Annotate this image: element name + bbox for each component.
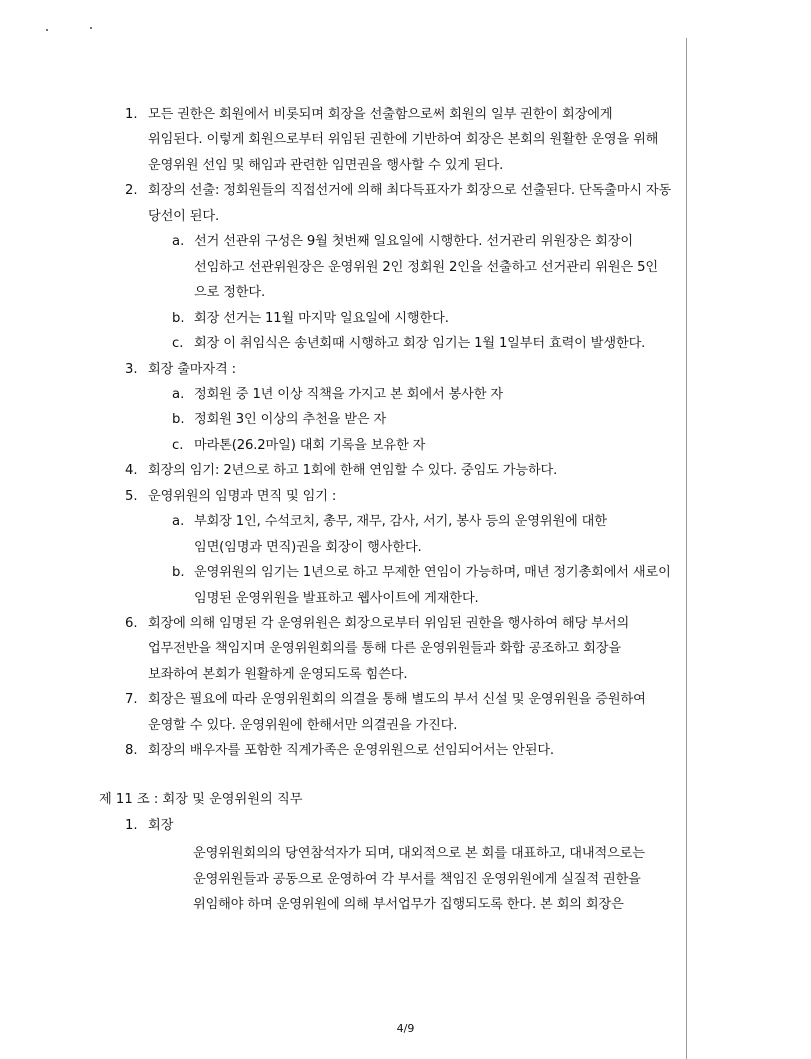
item-number: 8. bbox=[125, 743, 138, 759]
subitem-text-line: 마라톤(26.2마일) 대회 기록을 보유한 자 bbox=[194, 437, 426, 453]
subitem-text-line: 선임하고 선관위원장은 운영위원 2인 정회원 2인을 선출하고 선거관리 위원은 5인 bbox=[194, 259, 658, 275]
article-body-line: 운영위원회의의 당연참석자가 되며, 대외적으로 본 회를 대표하고, 대내적으로는 bbox=[193, 846, 645, 861]
subitem-label: a. bbox=[172, 514, 185, 530]
subitem-text-line: 부회장 1인, 수석코치, 총무, 재무, 감사, 서기, 봉사 등의 운영위원에 대한 bbox=[194, 514, 607, 530]
article-item-number: 1. bbox=[125, 818, 138, 833]
scan-speck bbox=[46, 29, 48, 31]
item-number: 3. bbox=[125, 361, 138, 377]
subitem-label: b. bbox=[172, 565, 185, 581]
page-number: 4/9 bbox=[396, 1022, 415, 1035]
article-body-line: 위임해야 하며 운영위원에 의해 부서업무가 집행되도록 한다. 본 회의 회장은 bbox=[193, 897, 624, 912]
subitem-text-line: 임명된 운영위원을 발표하고 웹사이트에 게재한다. bbox=[194, 590, 479, 606]
item-text-line: 회장에 의해 임명된 각 운영위원은 회장으로부터 위임된 권한을 행사하여 해당 부서의 bbox=[148, 616, 630, 631]
article-item-title: 회장 bbox=[148, 818, 174, 833]
scan-edge-line bbox=[686, 38, 687, 1059]
item-text-line: 위임된다. 이렇게 회원으로부터 위임된 권한에 기반하여 회장은 본회의 원활한 운영을 위해 bbox=[148, 132, 659, 148]
item-number: 7. bbox=[125, 692, 138, 708]
item-number: 5. bbox=[125, 488, 138, 504]
subitem-text-line: 정회원 3인 이상의 추천을 받은 자 bbox=[194, 412, 387, 428]
item-text-line: 회장의 선출: 정회원들의 직접선거에 의해 최다득표자가 회장으로 선출된다. 단독출마시 자동 bbox=[148, 183, 672, 199]
subitem-text-line: 임면(임명과 면직)권을 회장이 행사한다. bbox=[194, 539, 422, 555]
item-text-line: 운영위원 선임 및 해임과 관련한 임면권을 행사할 수 있게 된다. bbox=[148, 157, 504, 173]
item-text-line: 회장 출마자격 : bbox=[148, 361, 236, 377]
subitem-text-line: 회장 이 취임식은 송년회때 시행하고 회장 임기는 1월 1일부터 효력이 발생한다. bbox=[194, 336, 646, 352]
article-body-line: 운영위원들과 공동으로 운영하여 각 부서를 책임진 운영위원에게 실질적 권한을 bbox=[193, 871, 641, 887]
scan-speck bbox=[90, 27, 92, 29]
subitem-text-line: 운영위원의 임기는 1년으로 하고 무제한 연임이 가능하며, 매년 정기총회에서 새로이 bbox=[194, 565, 671, 581]
subitem-label: a. bbox=[172, 234, 185, 250]
item-number: 1. bbox=[125, 107, 138, 122]
item-text-line: 회장의 배우자를 포함한 직계가족은 운영위원으로 선임되어서는 안된다. bbox=[148, 743, 554, 759]
item-text-line: 당선이 된다. bbox=[148, 208, 220, 224]
item-number: 6. bbox=[125, 616, 138, 631]
subitem-label: b. bbox=[172, 412, 185, 428]
item-text-line: 운영위원의 임명과 면직 및 임기 : bbox=[148, 488, 337, 504]
subitem-text-line: 으로 정한다. bbox=[194, 285, 266, 301]
item-number: 4. bbox=[125, 463, 138, 479]
subitem-label: b. bbox=[172, 310, 185, 326]
item-text-line: 업무전반을 책임지며 운영위원회의를 통해 다른 운영위원들과 화합 공조하고 회장을 bbox=[148, 641, 621, 657]
subitem-text-line: 선거 선관위 구성은 9월 첫번째 일요일에 시행한다. 선거관리 위원장은 회장이 bbox=[194, 234, 633, 250]
item-number: 2. bbox=[125, 183, 138, 199]
item-text-line: 회장의 임기: 2년으로 하고 1회에 한해 연임할 수 있다. 중임도 가능하다. bbox=[148, 463, 558, 479]
item-text-line: 운영할 수 있다. 운영위원에 한해서만 의결권을 가진다. bbox=[148, 717, 458, 733]
subitem-text-line: 정회원 중 1년 이상 직책을 가지고 본 회에서 봉사한 자 bbox=[194, 386, 503, 402]
subitem-text-line: 회장 선거는 11월 마지막 일요일에 시행한다. bbox=[194, 310, 449, 326]
item-text-line: 회장은 필요에 따라 운영위원회의 의결을 통해 별도의 부서 신설 및 운영위원을 증원하여 bbox=[148, 692, 646, 708]
item-text-line: 보좌하여 본회가 원활하게 운영되도록 힘쓴다. bbox=[148, 666, 408, 682]
subitem-label: c. bbox=[172, 336, 184, 352]
item-text-line: 모든 권한은 회원에서 비롯되며 회장을 선출함으로써 회원의 일부 권한이 회장에게 bbox=[148, 107, 613, 122]
subitem-label: a. bbox=[172, 386, 185, 402]
article-title: 제 11 조 : 회장 및 운영위원의 직무 bbox=[99, 792, 303, 807]
subitem-label: c. bbox=[172, 437, 184, 453]
